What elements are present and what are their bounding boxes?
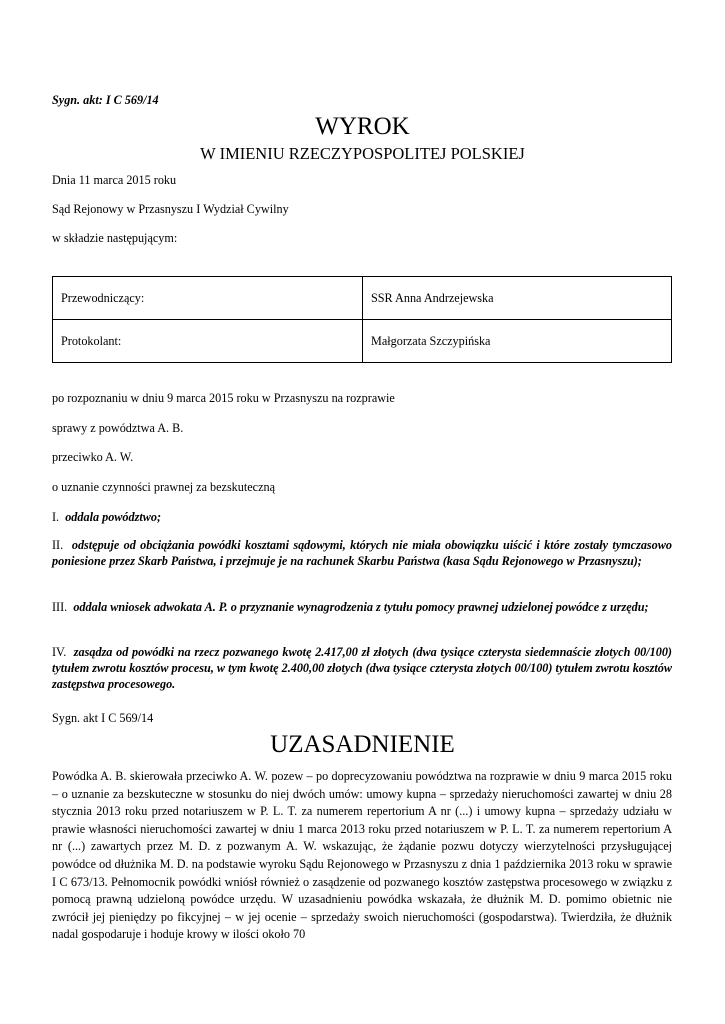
ruling-1 xyxy=(52,509,672,525)
ruling-2 xyxy=(52,537,672,569)
name-cell: Małgorzata Szczypińska xyxy=(363,320,672,363)
role-cell: Przewodniczący: xyxy=(53,277,363,320)
ruling-number: II. xyxy=(52,538,64,552)
ruling-number: IV. xyxy=(52,645,67,659)
justification-paragraph: Powódka A. B. skierowała przeciwko A. W. pozew – po doprecyzowaniu powództwa na rozprawie w dniu 9 marca 2015 roku – o uznanie za bezskuteczne w stosunku do niej dwóch umów: umowy kupna – sprzedaży nieruchomości zawartej w dniu 28 stycznia 2013 roku przed notariuszem w P. L. T. za numerem repertorium A nr (...) i umowy kupna – sprzedaży udziału w prawie własności nieruchomości zawartej w dniu 1 marca 2013 roku przed notariuszem w P. L. T. za numerem repertorium A nr (...) zawartych przez M. D. z pozwanym A. W. wskazując, że żądanie pozwu dotyczy wierzytelności przysługującej powódce od dłużnika M. D. na podstawie wyroku Sądu Rejonowego w Przasnyszu z dnia 1 października 2013 roku w sprawie I C 673/13. Pełnomocnik powódki wniósł również o zasądzenie od pozwanego kosztów zastępstwa procesowego w związku z pomocą prawną udzieloną powódce urzędu. W uzasadnieniu powódka wskazała, że dłużnik M. D. pomimo obietnic nie zwrócił jej pieniędzy po fikcyjnej – w jej ocenie – sprzedaży swoich nieruchomości (gospodarstwa). Twierdziła, że dłużnik nadal gospodaruje i hoduje krowy w ilości około 70 xyxy=(52,769,672,942)
name-cell: SSR Anna Andrzejewska xyxy=(363,277,672,320)
table-row xyxy=(53,277,672,320)
role-cell: Protokolant: xyxy=(53,320,363,363)
justification-signature: Sygn. akt I C 569/14 xyxy=(52,711,154,725)
ruling-3 xyxy=(52,599,672,615)
justification-title: UZASADNIENIE xyxy=(270,731,455,758)
ruling-text: oddala powództwo; xyxy=(65,510,162,524)
ruling-text: zasądza od powódki na rzecz pozwanego kwotę 2.417,00 zł złotych (dwa tysiące czterysta siedemnaście złotych 00/100) tytułem zwrotu kosztów procesu, w tym kwotę 2.400,00 złotych (dwa tysiące czterysta złotych 00/100) tytułem zwrotu kosztów zastępstwa procesowego. xyxy=(52,645,672,691)
court-composition-table xyxy=(52,276,672,363)
ruling-4 xyxy=(52,644,672,692)
ruling-text: odstępuje od obciążania powódki kosztami sądowymi, których nie miała obowiązku uiścić i które zostały tymczasowo poniesione przez Skarb Państwa, i przejmuje je na rachunek Skarbu Państwa (kasa Sądu Rejonowego w Przasnyszu); xyxy=(52,538,672,568)
composition-line: w składzie następującym: xyxy=(52,231,178,245)
table-row xyxy=(53,320,672,363)
document-subtitle: W IMIENIU RZECZYPOSPOLITEJ POLSKIEJ xyxy=(200,144,525,163)
ruling-text: oddala wniosek adwokata A. P. o przyznanie wynagrodzenia z tytułu pomocy prawnej udzielonej powódce z urzędu; xyxy=(73,600,649,614)
hearing-line: po rozpoznaniu w dniu 9 marca 2015 roku w Przasnyszu na rozprawie xyxy=(52,391,395,405)
ruling-number: III. xyxy=(52,600,68,614)
date-line: Dnia 11 marca 2015 roku xyxy=(52,173,177,187)
ruling-number: I. xyxy=(52,510,60,524)
plaintiff-line: sprawy z powództwa A. B. xyxy=(52,421,184,435)
case-signature: Sygn. akt: I C 569/14 xyxy=(52,93,159,107)
subject-line: o uznanie czynności prawnej za bezskuteczną xyxy=(52,480,275,494)
document-title: WYROK xyxy=(315,113,410,140)
defendant-line: przeciwko A. W. xyxy=(52,450,134,464)
court-line: Sąd Rejonowy w Przasnyszu I Wydział Cywilny xyxy=(52,202,289,216)
